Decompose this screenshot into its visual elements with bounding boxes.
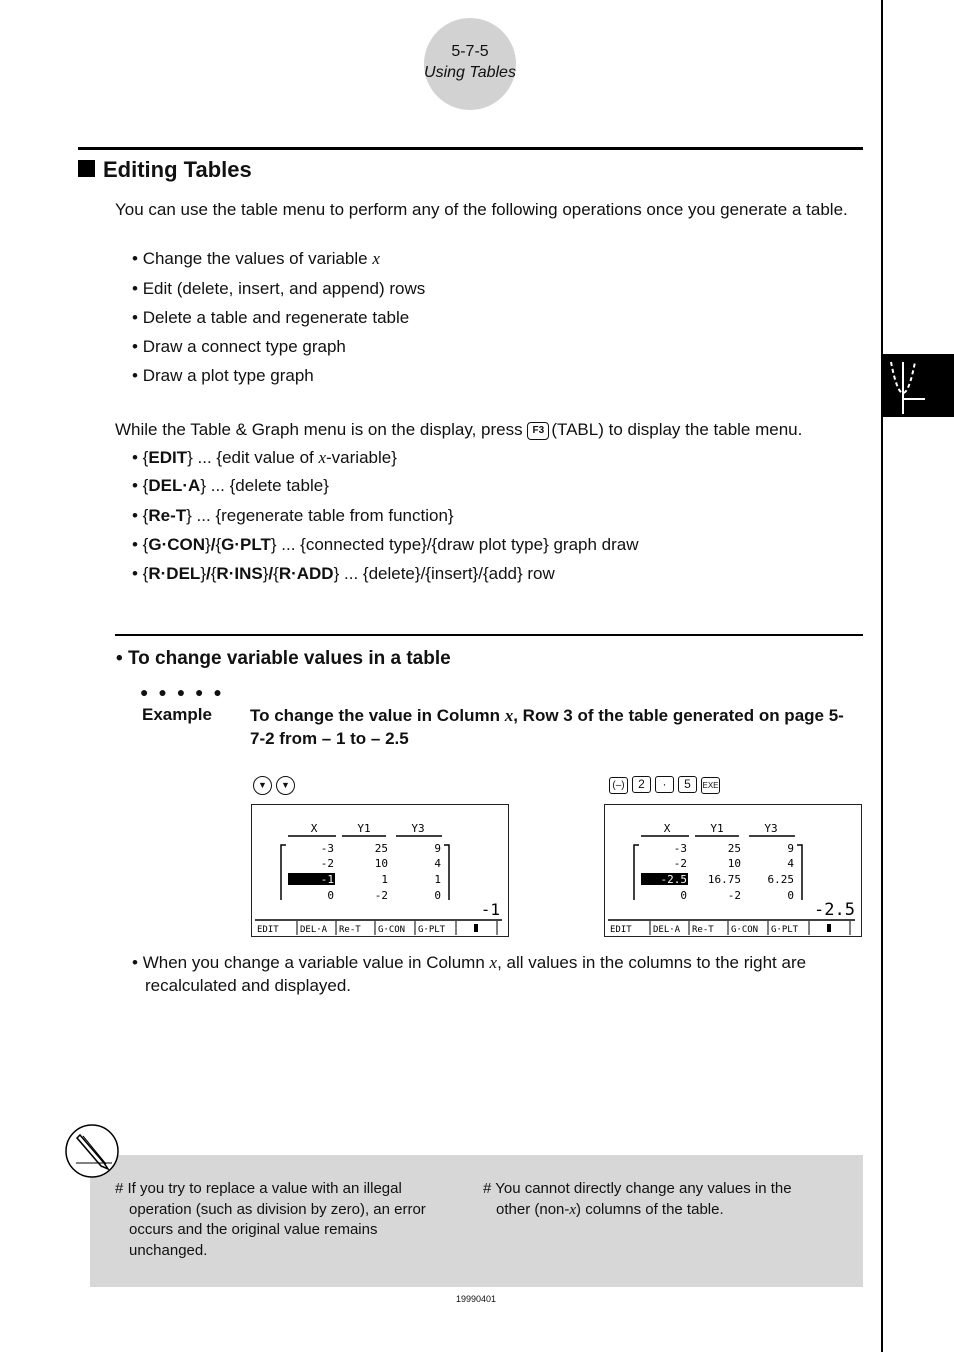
entry-line: -1 (480, 900, 500, 919)
subsection-rule (115, 634, 863, 636)
svg-text:25: 25 (727, 842, 741, 855)
menu-item-graph: • {G·CON}/{G·PLT} ... {connected type}/{draw plot type} graph draw (132, 535, 639, 554)
key-2: 2 (632, 776, 651, 793)
column-header-y1: Y1 (357, 822, 371, 835)
calculator-screen-after (604, 804, 862, 937)
operation-item: • Edit (delete, insert, and append) rows (132, 279, 426, 298)
svg-text:DEL·A: DEL·A (653, 925, 681, 935)
svg-text:1: 1 (434, 873, 441, 886)
svg-text:G·PLT: G·PLT (418, 925, 446, 935)
svg-text:4: 4 (434, 857, 441, 870)
svg-text:0: 0 (787, 889, 794, 902)
operation-item: • Draw a connect type graph (132, 337, 346, 356)
svg-text:-1: -1 (320, 873, 334, 886)
decimal-key: · (655, 776, 674, 793)
section-rule (78, 147, 863, 150)
example-label: Example (142, 705, 212, 724)
column-header-y3: Y3 (764, 822, 778, 835)
svg-text:Re-T: Re-T (339, 925, 361, 935)
svg-text:G·CON: G·CON (378, 925, 406, 935)
svg-text:10: 10 (727, 857, 741, 870)
calculator-screen-before (251, 804, 509, 937)
menu-item-rows: • {R·DEL}/{R·INS}/{R·ADD} ... {delete}/{insert}/{add} row (132, 564, 555, 583)
svg-text:0: 0 (434, 889, 441, 902)
svg-text:6.25: 6.25 (767, 873, 794, 886)
svg-text:25: 25 (374, 842, 388, 855)
column-header-x: X (310, 822, 318, 835)
svg-text:16.75: 16.75 (707, 873, 741, 886)
svg-text:-3: -3 (320, 842, 334, 855)
svg-text:1: 1 (381, 873, 388, 886)
svg-text:-2: -2 (320, 857, 334, 870)
menu-item-edit: • {EDIT} ... {edit value of x-variable} (132, 448, 397, 467)
key-5: 5 (678, 776, 697, 793)
exe-key: EXE (701, 777, 720, 794)
subsection-title: • To change variable values in a table (116, 648, 451, 669)
intro-paragraph: You can use the table menu to perform any of the following operations once you generate a table. (115, 200, 848, 219)
svg-text:DEL·A: DEL·A (300, 925, 328, 935)
svg-text:EDIT: EDIT (610, 925, 632, 935)
example-dots: ● ● ● ● ● (140, 684, 225, 700)
column-header-y1: Y1 (710, 822, 724, 835)
svg-text:Re-T: Re-T (692, 925, 714, 935)
operation-item: • Draw a plot type graph (132, 366, 314, 385)
entry-line: -2.5 (814, 900, 855, 920)
svg-text:9: 9 (787, 842, 794, 855)
svg-text:EDIT: EDIT (257, 925, 279, 935)
f3-key: F3 (527, 422, 549, 440)
operation-item: • Delete a table and regenerate table (132, 308, 410, 327)
svg-text:-3: -3 (673, 842, 687, 855)
svg-text:10: 10 (374, 857, 388, 870)
menu-item-ret: • {Re-T} ... {regenerate table from function} (132, 506, 454, 525)
footer-code: 19990401 (455, 1294, 497, 1304)
svg-text:4: 4 (787, 857, 794, 870)
section-name: Using Tables (424, 64, 516, 81)
svg-text:0: 0 (327, 889, 334, 902)
example-text: To change the value in Column x, Row 3 of the table generated on page 5-7-2 from – 1 to – 2.5 (250, 706, 844, 748)
note-right: # You cannot directly change any values in the other (non-x) columns of the table. (483, 1180, 792, 1218)
page-number: 5-7-5 (451, 43, 489, 60)
chapter-tab (883, 354, 954, 417)
operation-item: • Change the values of variable x (132, 249, 380, 268)
column-header-x: X (663, 822, 671, 835)
svg-text:9: 9 (434, 842, 441, 855)
margin-rule (881, 0, 883, 1352)
down-arrow-key-icon: ▼ (253, 776, 272, 795)
pencil-icon (64, 1123, 122, 1184)
column-header-y3: Y3 (411, 822, 425, 835)
note-left: # If you try to replace a value with an illegal operation (such as division by zero), an error occurs and the original value remains unchanged. (115, 1180, 426, 1259)
svg-text:-2: -2 (374, 889, 388, 902)
section-marker (78, 160, 95, 177)
graph-icon (883, 354, 954, 417)
down-arrow-key-icon: ▼ (276, 776, 295, 795)
svg-text:G·PLT: G·PLT (771, 925, 799, 935)
negative-key: (–) (609, 777, 628, 794)
section-title: Editing Tables (103, 157, 252, 182)
key-sequence-right (609, 775, 724, 794)
menu-intro: While the Table & Graph menu is on the display, press F3 (TABL) to display the table menu. (115, 420, 803, 439)
svg-text:0: 0 (680, 889, 687, 902)
svg-text:G·CON: G·CON (731, 925, 759, 935)
svg-text:-2: -2 (673, 857, 687, 870)
key-sequence-left (253, 775, 299, 795)
svg-text:-2: -2 (727, 889, 741, 902)
menu-item-dela: • {DEL·A} ... {delete table} (132, 476, 329, 495)
recalc-note: • When you change a variable value in Column x, all values in the columns to the right are recalculated and displayed. (132, 953, 807, 995)
svg-text:-2.5: -2.5 (660, 873, 687, 886)
